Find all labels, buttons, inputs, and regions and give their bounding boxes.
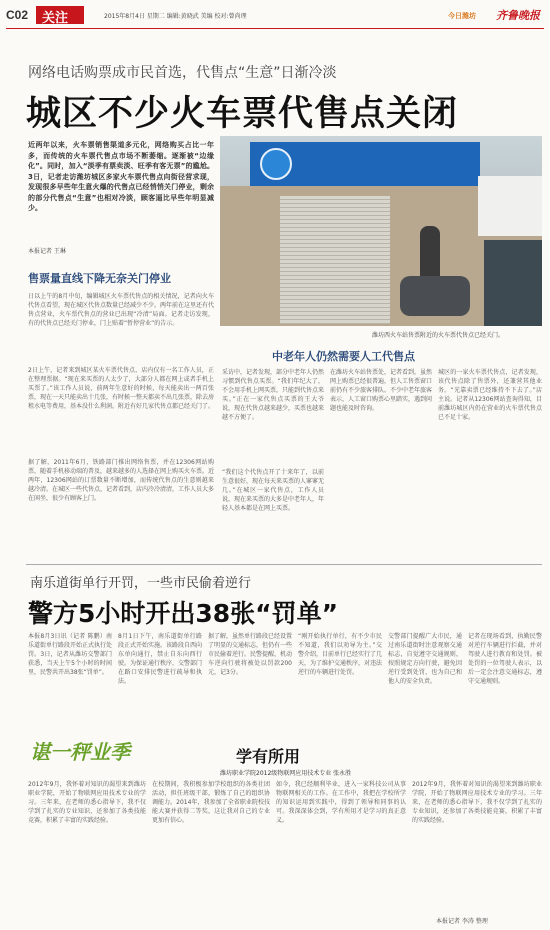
story-divider — [26, 564, 542, 565]
story3-body-a: 2012年9月，我怀着对知识的渴望来到潍坊职业学院，开始了物联网应用技术专业的学习。三年来，在老师的悉心指导下，我不仅学到了扎实的专业知识，还参加了各类技能竞赛，积累了丰富的实践经验。 — [28, 781, 146, 824]
photo-scooter — [400, 276, 470, 316]
story1-body1c: 据了解，2011年6月，铁路部门推出网络售票，并在12306网站购票，随着手机移动端的普及，越来越多的人选择在网上购买火车票。近两年，12306网站的订票数量不断增加，而传统代售点的生意则越来越冷清。在城区一些代售点，记者看到，店内冷冷清清，工作人员大多在闲坐，很少有顾客上门。 — [28, 459, 214, 502]
story3-body-d: 2012年9月，我怀着对知识的渴望来到潍坊职业学院，开始了物联网应用技术专业的学习。三年来，在老师的悉心指导下，我不仅学到了扎实的专业知识，还参加了各类技能竞赛，积累了丰富的实践经验。 — [412, 781, 542, 824]
banner-title: 谌一秤业季 — [30, 740, 130, 764]
photo-shutter — [280, 196, 390, 324]
story1-subhead2: 中老年人仍然需要人工代售点 — [272, 350, 415, 363]
story1-body1b: 2日上午，记者来到城区某火车票代售点，店内仅有一名工作人员，正在整理票据。“现在来买票的人太少了，大部分人都在网上或者手机上买票了。”该工作人员说，前两年生意好的时候，每天能卖出一两百张票，现在一天只能卖出十几张，有时候一整天都卖不出几张票，除去房租水电等费用，基本没什么利润。附近有好几家代售点都已经关门了。 — [28, 367, 214, 410]
story3-subtitle: 潍坊职业学院2012级物联网应用技术专业 张永胜 — [220, 770, 352, 777]
story1-body2b: “我们这个代售点开了十来年了，以前生意很好，现在每天来买票的人寥寥无几。”在城区一家代售点，工作人员说，现在来买票的大多是中老年人，年轻人基本都是在网上买票。 — [222, 469, 324, 512]
story1-body2c: 在潍坊火车站售票处，记者看到，虽然网上购票已经很普遍，但人工售票窗口前仍有不少旅客排队。不少中老年旅客表示，人工窗口购票心里踏实，遇到问题也能及时咨询。 — [330, 369, 432, 412]
photo-right-sign — [478, 176, 542, 236]
section-label: 关注 — [42, 11, 69, 26]
page-code: C02 — [6, 8, 29, 22]
section-tab — [36, 6, 84, 24]
masthead — [0, 0, 550, 30]
photo-right-panel — [484, 240, 542, 326]
story1-body2a: 采访中，记者发现，部分中老年人仍然习惯到代售点买票。“我们年纪大了，不会用手机上网买票，只能到代售点来买。”正在一家代售点买票的王大爷说，现在代售点越来越少，买票也越来越不方便了。 — [222, 369, 324, 421]
story2-body-a: 本报8月3日讯（记者 陈鹏）南乐道街单行路段开始正式执行处罚。3日，记者从潍坊交警部门获悉，当天上午5个小时的时间里，民警共开出38张“罚单”。 — [28, 633, 112, 676]
story1-body1a: 日以上午的8月中旬，编辑城区火车票代售点的相关情况，记者向火车代售点看望，现在城区代售点数量已经减少不少。两年前在这里还有代售点营业，火车票代售点的营业已出现“冷清”局面。记者走访发现，有的代售点已经关门停业，门上贴着“暂停营业”的告示。 — [28, 293, 214, 327]
story2-body-b: 8月1日下午，南乐道街单行路段正式开始实施。该路段自西向东单向通行，禁止自东向西行驶。为保证通行秩序，交警部门在路口安排民警进行疏导和执法。 — [118, 633, 202, 685]
brand-logo: 齐鲁晚报 — [496, 9, 540, 22]
story1-kicker: 网络电话购票成市民首选，代售点“生意”日渐冷淡 — [28, 65, 337, 81]
storefront-photo — [220, 136, 542, 326]
masthead-date-line: 2015年8月4日 星期二 编辑:黄晓武 美编 校对:曾尚理 — [104, 13, 247, 20]
story3-byline: 本报记者 李涛 整理 — [436, 918, 488, 925]
story1-lead: 近两年以来，火车票销售渠道多元化，网络购买占比一年多，而传统的火车票代售点市场不断萎缩。逐渐被“边缘化”。同时，加入“淡季有票卖淡、旺季有客无票”的尴尬。3日，记者走访潍坊城区多家火车票代售点向街径营求现，发现很多早些年生意火爆的代售点已经悄悄关门停业，剩余的部分代售点“生意”也相对冷淡，顾客逼比早些年明显减少。 — [28, 141, 214, 212]
section-right: 今日潍坊 — [448, 12, 476, 20]
story3-body-b: 在校期间，我积极参加学校组织的各类社团活动，担任班级干部，锻炼了自己的组织协调能力。2014年，我参加了全省职业院校技能大赛并获得二等奖，这让我对自己的专业更加有信心。 — [152, 781, 270, 824]
story2-body-f: 记者在现场看到，执勤民警对逆行车辆进行拦截，并对驾驶人进行教育和处罚。被处罚的一位驾驶人表示，以后一定会注意交通标志，遵守交通规则。 — [468, 633, 542, 685]
story1-subhead1: 售票量直线下降无奈关门停业 — [28, 272, 171, 285]
story1-body2d: 城区的一家火车票代售点，记者发现，该代售点除了售票外，还兼营其他业务。“光靠卖票已经维持不下去了。”店主说。记者从12306网站查询得知，目前潍坊城区内仍在营业的火车票代售点已不足十家。 — [438, 369, 542, 421]
masthead-rule — [6, 28, 544, 29]
photo-caption: 潍坊西火车站售票附近的火车票代售点已经关门。 — [372, 332, 505, 339]
story3-headline: 学有所用 — [236, 747, 301, 766]
story2-body-e: 交警部门提醒广大市民，通过南乐道街时注意观察交通标志，自觉遵守交通规则，按照规定方向行驶，避免因逆行受到处罚，也为自己和他人的安全负责。 — [388, 633, 462, 685]
story2-body-d: “刚开始执行单行，有不少市民不知道，我们以劝导为主。”交警介绍，目前单行已经实行了几天，为了维护交通秩序，对违法逆行的车辆进行处罚。 — [298, 633, 382, 676]
story1-byline: 本报记者 王琳 — [28, 248, 66, 255]
photo-sign-badge — [260, 148, 292, 180]
story3-body-c: 如今，我已经顺利毕业，进入一家科技公司从事物联网相关的工作。在工作中，我把在学校所学的知识运用到实践中，得到了领导和同事的认可。我深深体会到，学有所用才是学习的真正意义。 — [276, 781, 406, 824]
story2-kicker: 南乐道街单行开罚，一些市民偷着逆行 — [30, 576, 252, 591]
story3-banner — [30, 736, 142, 762]
story2-headline: 警方5小时开出38张“罚单” — [28, 599, 339, 628]
story1-headline: 城区不少火车票代售点关闭 — [26, 94, 459, 134]
story2-body-c: 据了解，虽然单行路段已经设置了明显的交通标志，但仍有一些市民偷着逆行。民警提醒，机动车逆向行驶将被处以罚款200元，记3分。 — [208, 633, 292, 676]
